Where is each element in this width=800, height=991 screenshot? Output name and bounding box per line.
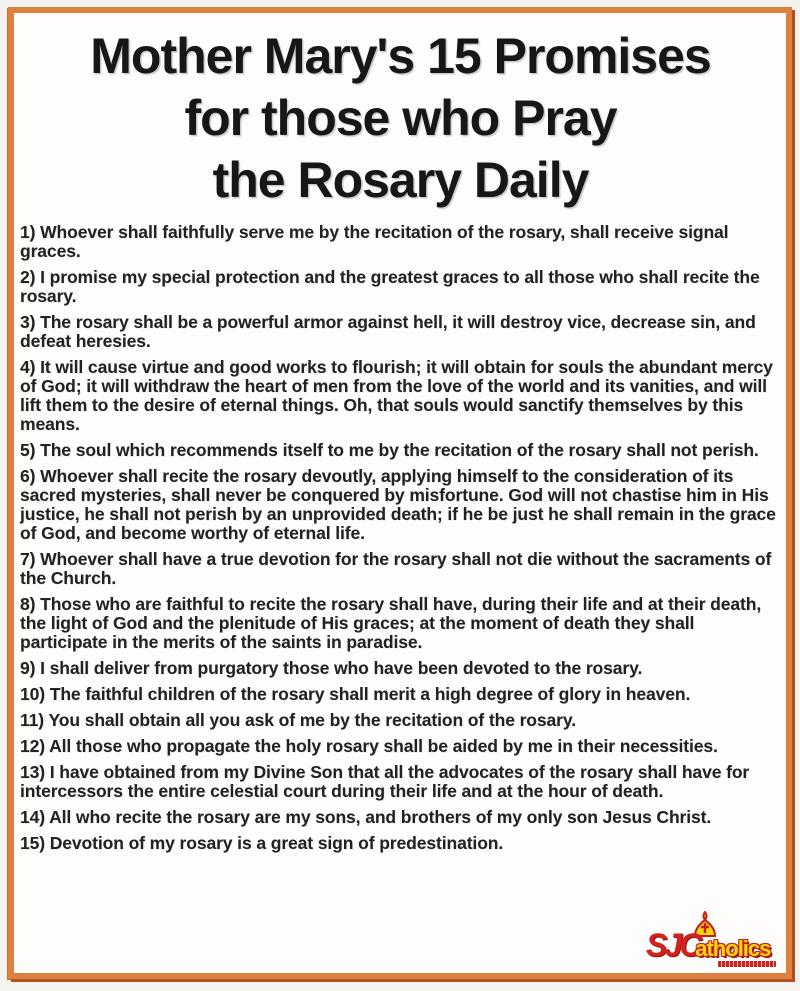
promise-item: 6) Whoever shall recite the rosary devoutly, applying himself to the consideration of its sacred mysteries, shall never be conquered by misfortune. God will not chastise him in His justice, he shall not perish by an unprovided death; if he be just he shall remain in the grace of God, and become worthy of eternal life.: [20, 466, 776, 543]
logo-suffix: atholics: [695, 936, 771, 961]
poster-frame: [8, 7, 792, 979]
promise-item: 12) All those who propagate the holy rosary shall be aided by me in their necessities.: [20, 736, 718, 756]
promise-item: 9) I shall deliver from purgatory those who have been devoted to the rosary.: [20, 658, 643, 678]
promise-item: 11) You shall obtain all you ask of me by the recitation of the rosary.: [20, 710, 576, 730]
promise-item: 1) Whoever shall faithfully serve me by the recitation of the rosary, shall receive signal graces.: [20, 222, 729, 261]
promise-item: 13) I have obtained from my Divine Son that all the advocates of the rosary shall have for intercessors the entire celestial court during their life and at the hour of death.: [20, 762, 750, 801]
title-line-3: the Rosary Daily: [212, 152, 589, 208]
promise-item: 8) Those who are faithful to recite the rosary shall have, during their life and at their death, the light of God and the plenitude of His graces; at the moment of death they shall participate in the merits of the saints in paradise.: [20, 594, 762, 652]
promise-item: 4) It will cause virtue and good works to flourish; it will obtain for souls the abundant mercy of God; it will withdraw the heart of men from the love of the world and its vanities, and will lift them to the desire of eternal things. Oh, that souls would sanctify themselves by this means.: [20, 357, 773, 434]
promise-item: 10) The faithful children of the rosary shall merit a high degree of glory in heaven.: [20, 684, 691, 704]
title-line-1: Mother Mary's 15 Promises: [90, 28, 711, 84]
promise-item: 7) Whoever shall have a true devotion for the rosary shall not die without the sacraments of the Church.: [20, 549, 772, 588]
promise-item: 2) I promise my special protection and the greatest graces to all those who shall recite the rosary.: [20, 267, 760, 306]
promise-item: 5) The soul which recommends itself to me by the recitation of the rosary shall not perish.: [20, 440, 759, 460]
promise-item: 15) Devotion of my rosary is a great sign of predestination.: [20, 833, 504, 853]
sjcatholics-logo: [646, 917, 778, 971]
title-line-2: for those who Pray: [184, 90, 617, 146]
promise-list: [20, 223, 781, 853]
promise-item: 14) All who recite the rosary are my sons, and brothers of my only son Jesus Christ.: [20, 807, 712, 827]
logo-tagline: [718, 961, 776, 967]
logo-prefix: SJC: [646, 927, 700, 963]
logo-text: [646, 929, 770, 961]
promise-item: 3) The rosary shall be a powerful armor against hell, it will destroy vice, decrease sin, and defeat heresies.: [20, 312, 756, 351]
page-title: [20, 25, 781, 211]
